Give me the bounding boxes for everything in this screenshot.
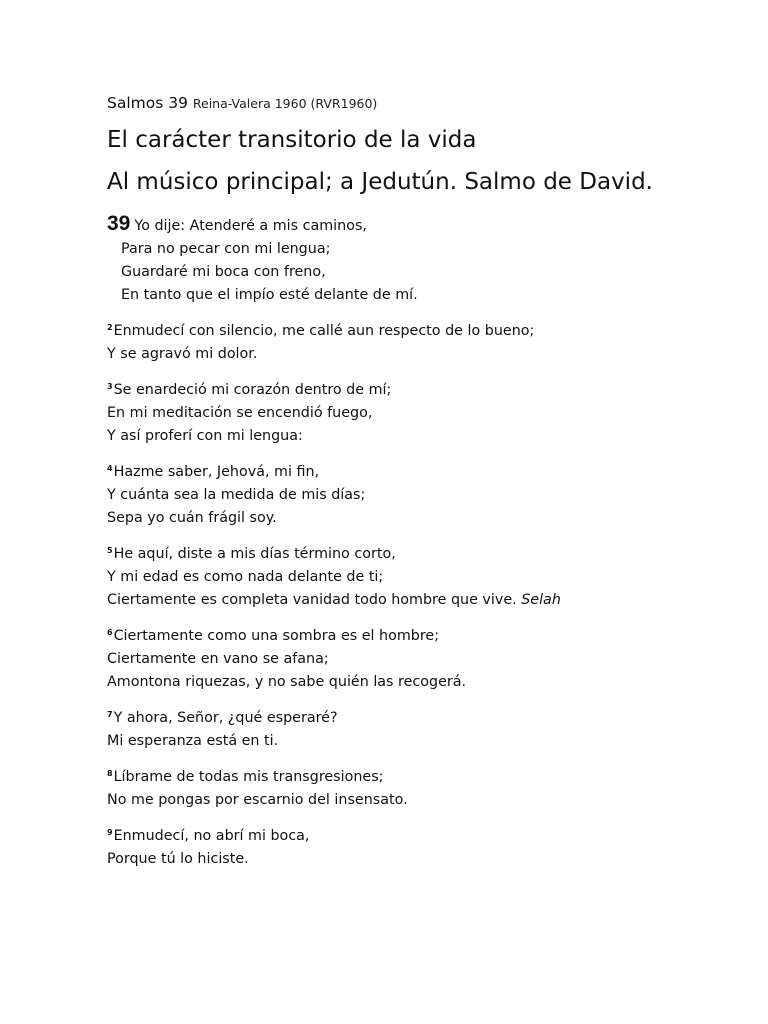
psalm-superscription: Al músico principal; a Jedutún. Salmo de David.: [107, 169, 653, 195]
verse-line: Mi esperanza está en ti.: [107, 733, 279, 749]
verse-4: [107, 457, 747, 530]
selah-marker: Selah: [521, 592, 561, 608]
verse-number: 7: [107, 710, 113, 719]
verse-8: [107, 762, 747, 812]
verse-7: [107, 703, 747, 753]
verse-line: $^7$Y ahora, Señor, ¿qué esperaré?: [107, 710, 338, 726]
document-page: [107, 93, 747, 880]
verse-line: Para no pecar con mi lengua;: [121, 241, 331, 257]
section-title: El carácter transitorio de la vida: [107, 127, 477, 153]
passage-reference: [107, 93, 747, 114]
verse-line: En tanto que el impío esté delante de mí.: [121, 287, 418, 303]
verse-line: $^5$He aquí, diste a mis días término corto,: [107, 546, 396, 562]
verse-number: 3: [107, 382, 113, 391]
verse-line: Y mi edad es como nada delante de ti;: [107, 569, 384, 585]
verse-line: Y cuánta sea la medida de mis días;: [107, 487, 366, 503]
verse-line: Porque tú lo hiciste.: [107, 851, 249, 867]
book-chapter: Salmos 39: [107, 94, 188, 112]
verse-number: 5: [107, 546, 113, 555]
verse-line: $^6$Ciertamente como una sombra es el hombre;: [107, 628, 440, 644]
verse-number: 4: [107, 464, 113, 473]
verse-line: No me pongas por escarnio del insensato.: [107, 792, 408, 808]
verse-line: Ciertamente en vano se afana;: [107, 651, 329, 667]
chapter-number: 39: [107, 212, 131, 235]
verse-number: 8: [107, 769, 113, 778]
verse-line: $^8$Líbrame de todas mis transgresiones;: [107, 769, 384, 785]
verse-line: Ciertamente es completa vanidad todo hombre que vive. Selah: [107, 592, 561, 608]
verse-6: [107, 621, 747, 694]
verse-9: [107, 821, 747, 871]
verse-line: Guardaré mi boca con freno,: [121, 264, 326, 280]
verse-line: $^9$Enmudecí, no abrí mi boca,: [107, 828, 310, 844]
verse-line: 39 Yo dije: Atenderé a mis caminos,: [107, 212, 367, 235]
verse-line: $^3$Se enardeció mi corazón dentro de mí;: [107, 382, 392, 398]
verse-number: 9: [107, 828, 113, 837]
verse-1: [107, 214, 747, 307]
verse-3: [107, 375, 747, 448]
verse-2: [107, 316, 747, 366]
bible-version: Reina-Valera 1960 (RVR1960): [192, 96, 378, 111]
verse-line: En mi meditación se encendió fuego,: [107, 405, 373, 421]
verse-5: [107, 539, 747, 612]
verse-line: Sepa yo cuán frágil soy.: [107, 510, 277, 526]
verse-line: Amontona riquezas, y no sabe quién las recogerá.: [107, 674, 467, 690]
verse-line: Y así proferí con mi lengua:: [107, 428, 303, 444]
verse-line: Y se agravó mi dolor.: [107, 346, 258, 362]
verse-line: $^4$Hazme saber, Jehová, mi fin,: [107, 464, 320, 480]
verse-number: 2: [107, 323, 113, 332]
verse-line: $^2$Enmudecí con silencio, me callé aun respecto de lo bueno;: [107, 323, 535, 339]
verse-number: 6: [107, 628, 113, 637]
